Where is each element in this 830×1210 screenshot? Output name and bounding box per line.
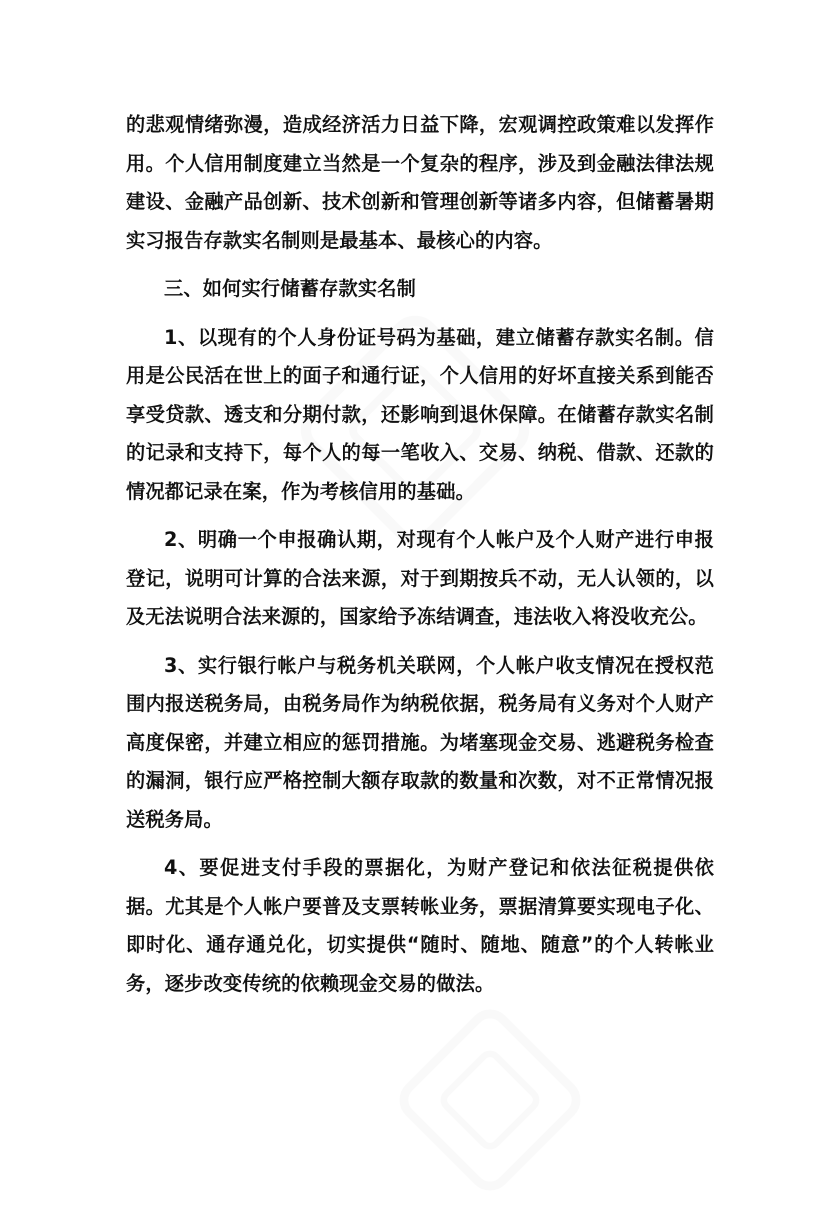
document-body xyxy=(126,106,714,1013)
paragraph-continuation: 的悲观情绪弥漫，造成经济活力日益下降，宏观调控政策难以发挥作用。个人信用制度建立当然是一个复杂的程序，涉及到金融法律法规建设、金融产品创新、技术创新和管理创新等诸多内容，但储蓄暑期实习报告存款实名制则是最基本、最核心的内容。 xyxy=(126,113,714,252)
paragraph-item-4: 4、要促进支付手段的票据化，为财产登记和依法征税提供依据。尤其是个人帐户要普及支票转帐业务，票据清算要实现电子化、即时化、通存通兑化，切实提供“随时、随地、随意”的个人转帐业务，逐步改变传统的依赖现金交易的做法。 xyxy=(126,856,714,995)
paragraph-item-1: 1、以现有的个人身份证号码为基础，建立储蓄存款实名制。信用是公民活在世上的面子和通行证，个人信用的好坏直接关系到能否享受贷款、透支和分期付款，还影响到退休保障。在储蓄存款实名制的记录和支持下，每个人的每一笔收入、交易、纳税、借款、还款的情况都记录在案，作为考核信用的基础。 xyxy=(126,325,714,503)
section-heading: 三、如何实行储蓄存款实名制 xyxy=(164,277,417,300)
paragraph-item-3: 3、实行银行帐户与税务机关联网，个人帐户收支情况在授权范围内报送税务局，由税务局作为纳税依据，税务局有义务对个人财产高度保密，并建立相应的惩罚措施。为堵塞现金交易、逃避税务检查的漏洞，银行应严格控制大额存取款的数量和次数，对不正常情况报送税务局。 xyxy=(126,653,714,831)
watermark-icon xyxy=(380,990,600,1210)
paragraph-item-2: 2、明确一个申报确认期，对现有个人帐户及个人财产进行申报登记，说明可计算的合法来源，对于到期按兵不动，无人认领的，以及无法说明合法来源的，国家给予冻结调查，违法收入将没收充公。 xyxy=(126,528,714,628)
